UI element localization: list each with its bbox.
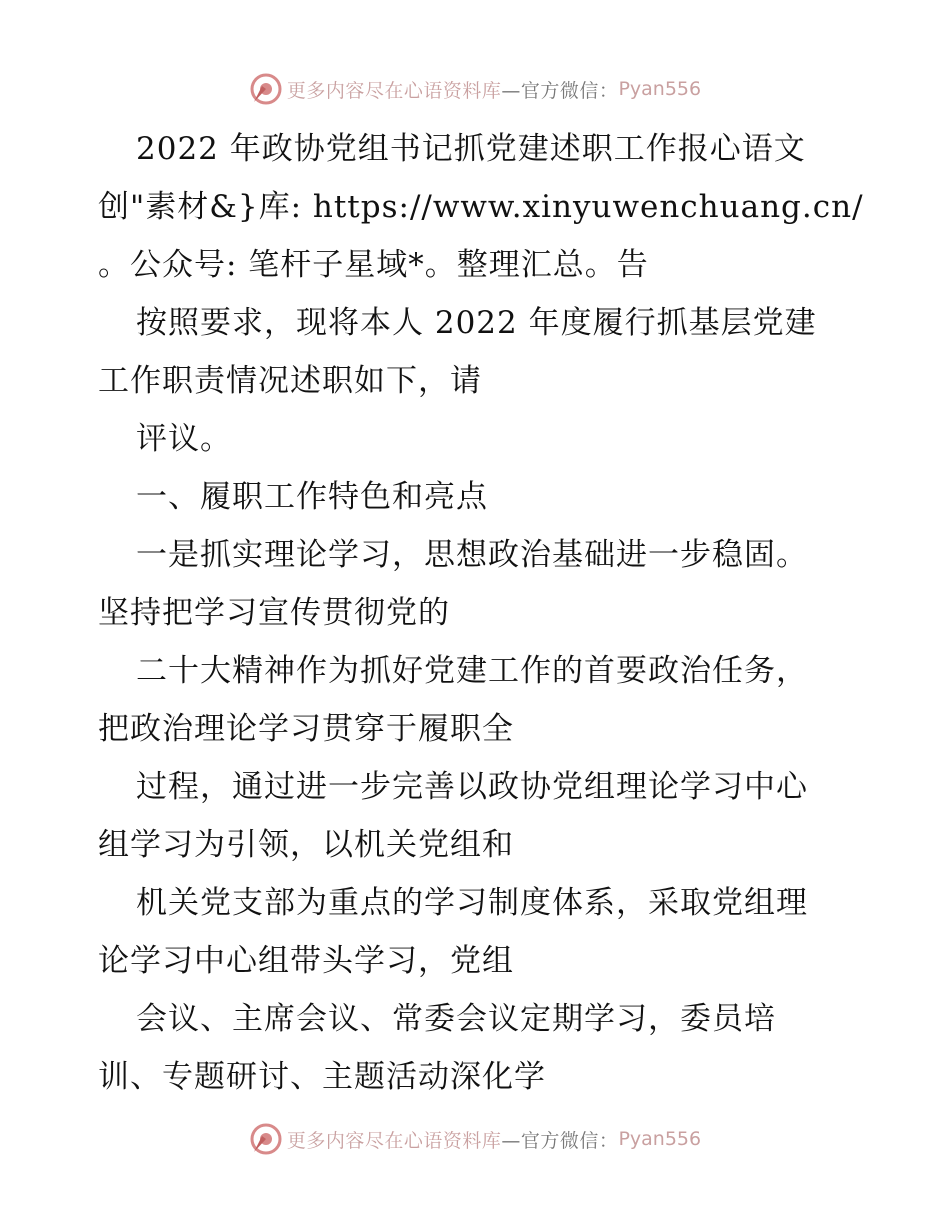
body-line: 训、专题研讨、主题活动深化学 — [98, 1059, 546, 1095]
document-body — [98, 120, 864, 1106]
body-line: 按照要求，现将本人 2022 年度履行抓基层党建 — [136, 305, 817, 341]
brand-logo-icon — [249, 1122, 283, 1156]
banner-tail-text: —官方微信： — [501, 79, 619, 102]
body-line: 创"素材&}库: https://www.xinyuwenchuang.cn/ — [98, 189, 864, 225]
body-line: 工作职责情况述职如下，请 — [98, 363, 482, 399]
footer-watermark — [0, 1122, 950, 1156]
brand-logo-icon — [249, 72, 283, 106]
banner-lead-text: 更多内容尽在心语资料库 — [286, 79, 502, 102]
body-line: 坚持把学习宣传贯彻党的 — [98, 595, 450, 631]
body-line: 组学习为引领，以机关党组和 — [98, 827, 514, 863]
body-line: 2022 年政协党组书记抓党建述职工作报心语文 — [136, 131, 806, 167]
section-heading: 一、履职工作特色和亮点 — [136, 479, 488, 515]
body-line: 会议、主席会议、常委会议定期学习，委员培 — [136, 1001, 776, 1037]
body-line: 论学习中心组带头学习，党组 — [98, 943, 514, 979]
header-watermark — [0, 72, 950, 106]
body-line: 过程，通过进一步完善以政协党组理论学习中心 — [136, 769, 808, 805]
body-line: 评议。 — [136, 421, 232, 457]
body-line: 把政治理论学习贯穿于履职全 — [98, 711, 514, 747]
banner-lead-text: 更多内容尽在心语资料库 — [286, 1129, 502, 1152]
body-line: 。公众号: 笔杆子星域*。整理汇总。告 — [98, 247, 649, 283]
banner-tail-text: —官方微信： — [501, 1129, 619, 1152]
banner-wechat-id: Pyan556 — [618, 78, 702, 100]
body-line: 二十大精神作为抓好党建工作的首要政治任务， — [136, 653, 808, 689]
body-line: 一是抓实理论学习，思想政治基础进一步稳固。 — [136, 537, 808, 573]
banner-wechat-id: Pyan556 — [618, 1128, 702, 1150]
body-line: 机关党支部为重点的学习制度体系，采取党组理 — [136, 885, 808, 921]
